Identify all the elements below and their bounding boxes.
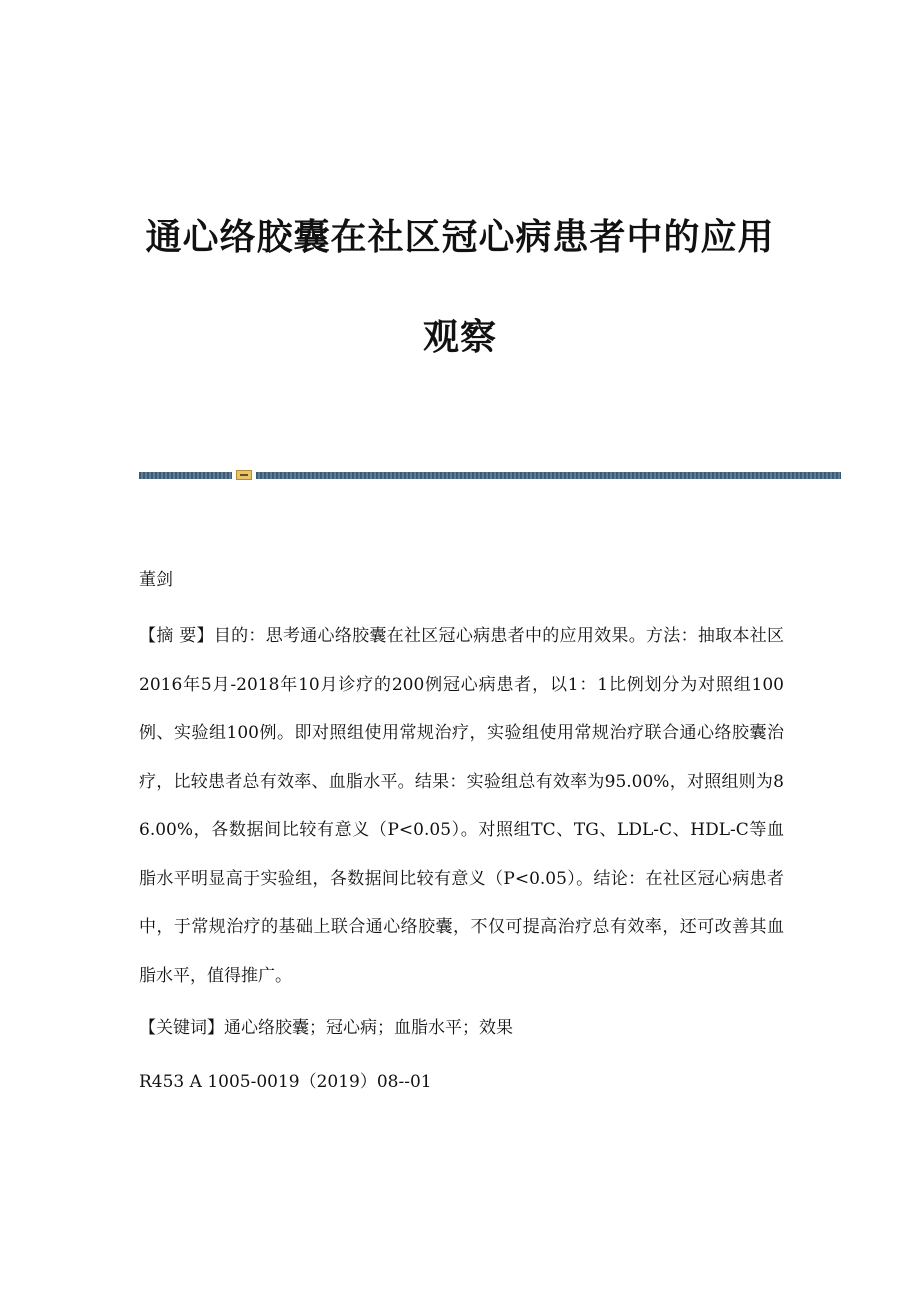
document-title-line-1: 通心络胶囊在社区冠心病患者中的应用 — [145, 217, 775, 258]
author-name: 董剑 — [139, 570, 173, 590]
keywords-line: 【关键词】通心络胶囊；冠心病；血脂水平；效果 — [139, 1018, 513, 1038]
divider-bar-left — [139, 472, 232, 479]
title-divider — [139, 470, 841, 480]
classification-code: R453 A 1005-0019（2019）08--01 — [139, 1072, 432, 1092]
divider-bar-right — [256, 472, 841, 479]
document-title-line-2: 观察 — [422, 317, 497, 358]
divider-ornament-icon — [236, 470, 252, 480]
abstract-paragraph: 【摘 要】目的：思考通心络胶囊在社区冠心病患者中的应用效果。方法：抽取本社区2016年5月-2018年10月诊疗的200例冠心病患者，以1：1比例划分为对照组100例、实验组100例。即对照组使用常规治疗，实验组使用常规治疗联合通心络胶囊治疗，比较患者总有效率、血脂水平。结果：实验组总有效率为95.00%，对照组则为86.00%，各数据间比较有意义（P<0.05）。对照组TC、TG、LDL-C、HDL-C等血脂水平明显高于实验组，各数据间比较有意义（P<0.05）。结论：在社区冠心病患者中，于常规治疗的基础上联合通心络胶囊，不仅可提高治疗总有效率，还可改善其血脂水平，值得推广。 — [139, 626, 784, 986]
